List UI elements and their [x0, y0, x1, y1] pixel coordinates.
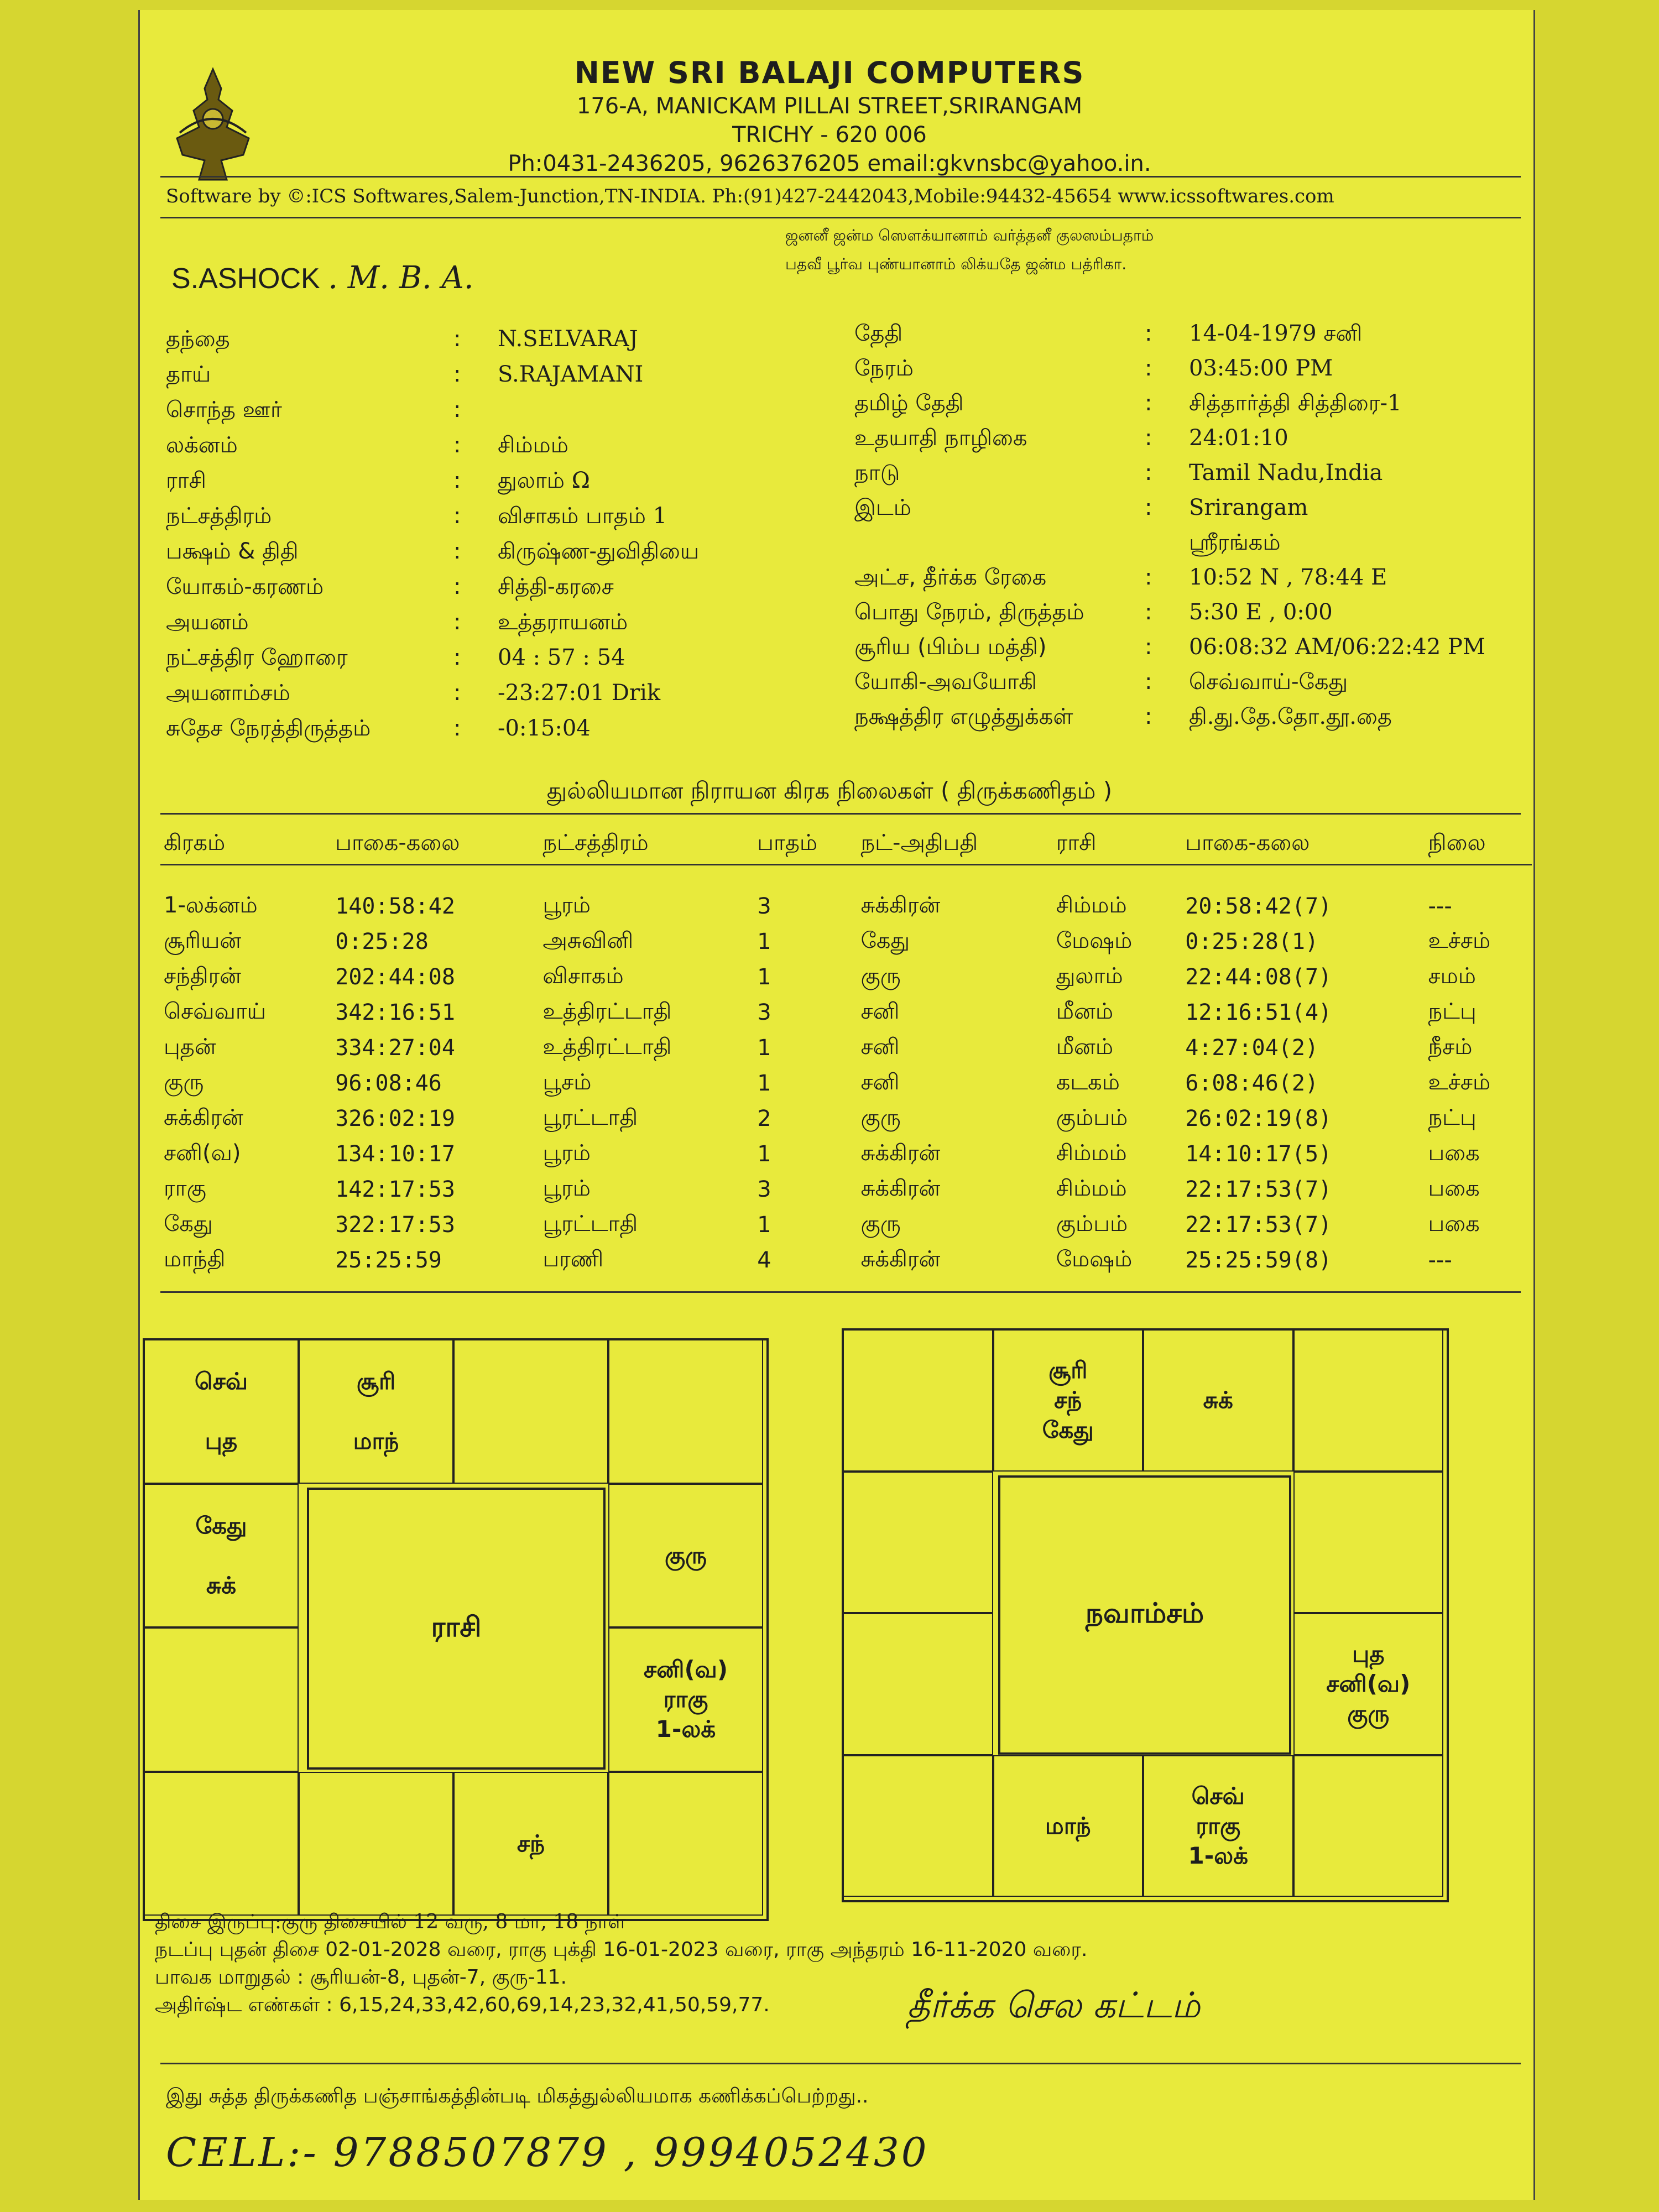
software-credit: Software by ©:ICS Softwares,Salem-Junction,TN-INDIA. Ph:(91)427-2442043,Mobile:94432-45654 www.icssoftwares.com [166, 185, 1334, 207]
navamsa-house-cell [843, 1329, 993, 1472]
table-cell: கேது [860, 927, 910, 953]
table-row [160, 1243, 1532, 1278]
table-cell: சுக்கிரன் [164, 1104, 243, 1130]
table-cell: பூரம் [542, 892, 591, 918]
left-detail-separator: : [453, 362, 461, 387]
column-header: பாகை-கலை [332, 824, 539, 865]
table-cell: 1 [757, 1035, 771, 1061]
table-cell: 3 [757, 894, 771, 919]
right-detail-separator: : [1145, 390, 1152, 416]
table-cell: சூரியன் [164, 927, 242, 953]
navamsa-house-cell [993, 1755, 1144, 1897]
table-cell: நட்பு [1428, 998, 1477, 1024]
table-cell: 25:25:59 [335, 1248, 442, 1273]
table-cell: புதன் [164, 1034, 216, 1060]
navamsa-house-cell [1293, 1755, 1444, 1897]
table-cell: 22:17:53(7) [1185, 1212, 1332, 1238]
navamsa-house-cell [843, 1472, 993, 1614]
left-detail-label: ராசி [166, 468, 206, 493]
table-cell: விசாகம் [542, 963, 624, 989]
column-header: நட்சத்திரம் [539, 824, 754, 865]
rasi-house-cell [299, 1772, 453, 1916]
table-row [160, 889, 1532, 924]
handwritten-phone: CELL:- 9788507879 , 9994052430 [166, 2129, 929, 2176]
right-detail-value: 5:30 E , 0:00 [1189, 599, 1333, 625]
right-detail-value: செவ்வாய்-கேது [1189, 669, 1348, 695]
table-cell: 22:17:53(7) [1185, 1177, 1332, 1202]
table-cell: குரு [860, 1104, 901, 1130]
rasi-house-planets: செவ் புத [194, 1368, 248, 1455]
person-degree-handwritten: . M. B. A. [328, 260, 474, 296]
company-city: TRICHY - 620 006 [732, 122, 927, 148]
table-row [160, 924, 1532, 959]
table-cell: --- [1428, 894, 1452, 919]
left-detail-value: சிம்மம் [498, 432, 568, 458]
rasi-house-planets: கேது சுக் [195, 1511, 247, 1599]
right-detail-value: தி.து.தே.தோ.தூ.தை [1189, 704, 1392, 729]
left-detail-label: அயனம் [166, 609, 249, 635]
left-detail-separator: : [453, 609, 461, 635]
table-cell: சிம்மம் [1056, 892, 1127, 918]
left-detail-label: லக்னம் [166, 432, 238, 458]
table-cell: 1 [757, 964, 771, 990]
table-cell: பூசம் [542, 1069, 592, 1095]
table-cell: சமம் [1428, 963, 1476, 989]
left-detail-separator: : [453, 680, 461, 706]
table-cell: சனி(வ) [164, 1140, 241, 1166]
table-cell: சனி [860, 998, 900, 1024]
table-cell: 6:08:46(2) [1185, 1071, 1319, 1096]
navamsa-house-cell [843, 1613, 993, 1755]
table-cell: பூரட்டாதி [542, 1104, 638, 1130]
company-contact: Ph:0431-2436205, 9626376205 email:gkvnsbc@yahoo.in. [508, 151, 1151, 176]
navamsa-house-planets: புத சனி(வ) குரு [1326, 1640, 1411, 1728]
table-cell: அசுவினி [542, 927, 634, 953]
current-dasa: நடப்பு புதன் திசை 02-01-2028 வரை, ராகு புக்தி 16-01-2023 வரை, ராகு அந்தரம் 16-11-2020 வரை. [155, 1938, 1088, 1961]
table-cell: 1-லக்னம் [164, 892, 258, 918]
column-header: நிலை [1425, 824, 1532, 865]
left-detail-label: யோகம்-கரணம் [166, 574, 324, 599]
right-detail-value: சித்தார்த்தி சித்திரை-1 [1189, 390, 1402, 416]
right-detail-separator: : [1145, 425, 1152, 451]
rasi-house-cell [144, 1339, 299, 1484]
blessing-verse [785, 221, 1154, 279]
table-cell: பகை [1428, 1175, 1480, 1201]
right-detail-label: இடம் [854, 495, 911, 520]
right-detail-separator: : [1145, 669, 1152, 695]
navamsa-house-cell [843, 1755, 993, 1897]
right-detail-separator: : [1145, 460, 1152, 486]
right-detail-label: தேதி [854, 321, 903, 346]
right-detail-label: சூரிய (பிம்ப மத்தி) [854, 634, 1047, 660]
left-detail-value: விசாகம் பாதம் 1 [498, 503, 667, 529]
table-cell: 0:25:28 [335, 929, 429, 954]
right-detail-separator: : [1145, 704, 1152, 729]
left-detail-label: நட்சத்திர ஹோரை [166, 645, 348, 670]
table-row [160, 959, 1532, 995]
left-detail-label: சுதேச நேரத்திருத்தம் [166, 716, 371, 741]
rasi-house-cell [144, 1772, 299, 1916]
left-detail-separator: : [453, 326, 461, 352]
table-row [160, 1066, 1532, 1101]
table-cell: 322:17:53 [335, 1212, 455, 1238]
left-detail-value: S.RAJAMANI [498, 362, 644, 387]
table-cell: 1 [757, 1071, 771, 1096]
table-cell: உச்சம் [1428, 1069, 1491, 1095]
left-detail-separator: : [453, 716, 461, 741]
person-name [171, 260, 474, 296]
rasi-house-cell [608, 1484, 763, 1628]
table-cell: 140:58:42 [335, 894, 455, 919]
table-cell: கும்பம் [1056, 1211, 1128, 1237]
table-cell: சந்திரன் [164, 963, 242, 989]
disclaimer: இது சுத்த திருக்கணித பஞ்சாங்கத்தின்படி மிகத்துல்லியமாக கணிக்கப்பெற்றது.. [166, 2085, 869, 2107]
left-detail-separator: : [453, 397, 461, 422]
dasa-balance: திசை இருப்பு:குரு திசையில் 12 வரு, 8 மா, 18 நாள் [155, 1911, 626, 1933]
left-detail-separator: : [453, 503, 461, 529]
right-detail-label: பொது நேரம், திருத்தம் [854, 599, 1084, 625]
table-cell: கேது [164, 1211, 213, 1237]
table-cell: சுக்கிரன் [860, 1140, 941, 1166]
table-cell: பகை [1428, 1140, 1480, 1166]
rasi-house-cell [608, 1627, 763, 1772]
table-cell: 20:58:42(7) [1185, 894, 1332, 919]
handwritten-note: தீர்க்க செல கட்டம் [907, 1985, 1201, 2026]
header-divider [160, 176, 1521, 178]
table-cell: சிம்மம் [1056, 1175, 1127, 1201]
table-cell: 2 [757, 1106, 771, 1131]
navamsa-house-planets: சுக் [1203, 1386, 1233, 1414]
table-cell: குரு [860, 963, 901, 989]
person-name-text: S.ASHOCK [171, 263, 320, 295]
column-header: பாதம் [754, 824, 857, 865]
right-detail-separator: : [1145, 599, 1152, 625]
table-cell: ராகு [164, 1175, 206, 1201]
left-detail-value: -23:27:01 Drik [498, 680, 661, 706]
left-detail-label: சொந்த ஊர் [166, 397, 282, 422]
table-cell: நீசம் [1428, 1034, 1473, 1060]
right-detail-label: தமிழ் தேதி [854, 390, 964, 416]
table-cell: --- [1428, 1248, 1452, 1273]
table-cell: செவ்வாய் [164, 998, 267, 1024]
table-cell: 14:10:17(5) [1185, 1141, 1332, 1167]
company-name: NEW SRI BALAJI COMPUTERS [574, 55, 1085, 90]
right-detail-label: உதயாதி நாழிகை [854, 425, 1027, 451]
lucky-numbers: அதிர்ஷ்ட எண்கள் : 6,15,24,33,42,60,69,14,23,32,41,50,59,77. [155, 1994, 770, 2016]
navamsa-house-planets: சூரி சந் கேது [1042, 1357, 1094, 1444]
rasi-house-planets: சந் [517, 1829, 545, 1857]
left-detail-separator: : [453, 539, 461, 564]
deity-logo-icon [166, 66, 260, 182]
table-cell: 22:44:08(7) [1185, 964, 1332, 990]
table-cell: 0:25:28(1) [1185, 929, 1319, 954]
right-detail-label: நாடு [854, 460, 900, 486]
right-detail-label: அட்ச, தீர்க்க ரேகை [854, 565, 1047, 590]
right-detail-value: 10:52 N , 78:44 E [1189, 565, 1387, 590]
table-cell: 4:27:04(2) [1185, 1035, 1319, 1061]
table-cell: குரு [164, 1069, 204, 1095]
navamsa-chart-center: நவாம்சம் [998, 1475, 1291, 1755]
left-detail-label: தாய் [166, 362, 211, 387]
right-detail-value: 14-04-1979 சனி [1189, 321, 1363, 346]
table-cell: 4 [757, 1248, 771, 1273]
bhava-change: பாவக மாறுதல் : சூரியன்-8, புதன்-7, குரு-11. [155, 1966, 567, 1989]
table-row [160, 1101, 1532, 1136]
table-cell: 12:16:51(4) [1185, 1000, 1332, 1025]
table-cell: கும்பம் [1056, 1104, 1128, 1130]
table-cell: குரு [860, 1211, 901, 1237]
navamsa-house-cell [1293, 1613, 1444, 1755]
table-header-row [160, 824, 1532, 865]
table-row [160, 1207, 1532, 1243]
company-header [387, 55, 1272, 176]
left-detail-label: தந்தை [166, 326, 230, 352]
table-cell: 26:02:19(8) [1185, 1106, 1332, 1131]
table-cell: உச்சம் [1428, 927, 1491, 953]
table-cell: சனி [860, 1069, 900, 1095]
navamsa-house-cell [1143, 1329, 1293, 1472]
left-detail-separator: : [453, 574, 461, 599]
right-detail-value: Tamil Nadu,India [1189, 460, 1383, 486]
right-detail-value: 06:08:32 AM/06:22:42 PM [1189, 634, 1485, 660]
table-cell: 342:16:51 [335, 1000, 455, 1025]
table-cell: சுக்கிரன் [860, 1175, 941, 1201]
table-cell: துலாம் [1056, 963, 1123, 989]
navamsa-house-planets: மாந் [1045, 1812, 1091, 1839]
rasi-house-cell [453, 1339, 608, 1484]
company-address: 176-A, MANICKAM PILLAI STREET,SRIRANGAM [576, 93, 1083, 119]
table-cell: மீனம் [1056, 998, 1114, 1024]
software-divider [160, 217, 1521, 218]
rasi-house-planets: குரு [664, 1541, 707, 1569]
table-spacer [160, 865, 1532, 889]
planet-positions-table [160, 824, 1532, 1278]
planet-table-title: துல்லியமான நிராயன கிரக நிலைகள் ( திருக்கணிதம் ) [546, 777, 1113, 804]
table-row [160, 1172, 1532, 1207]
left-detail-value: 04 : 57 : 54 [498, 645, 625, 670]
rasi-house-cell [144, 1627, 299, 1772]
navamsa-house-cell [1293, 1472, 1444, 1614]
right-detail-separator: : [1145, 356, 1152, 381]
table-cell: சுக்கிரன் [860, 892, 941, 918]
table-cell: 3 [757, 1000, 771, 1025]
table-cell: உத்திரட்டாதி [542, 1034, 672, 1060]
table-cell: கடகம் [1056, 1069, 1120, 1095]
table-cell: பகை [1428, 1211, 1480, 1237]
blessing-line: பதவீ பூர்வ புண்யானாம் லிக்யதே ஜன்ம பத்ரிகா. [785, 255, 1127, 273]
table-cell: 202:44:08 [335, 964, 455, 990]
left-detail-separator: : [453, 468, 461, 493]
left-detail-label: நட்சத்திரம் [166, 503, 272, 529]
right-detail-value: 24:01:10 [1189, 425, 1288, 451]
right-detail-separator: : [1145, 321, 1152, 346]
right-detail-label: நேரம் [854, 356, 914, 381]
left-detail-separator: : [453, 645, 461, 670]
left-detail-value: துலாம் Ω [498, 468, 590, 493]
table-cell: மாந்தி [164, 1246, 226, 1272]
table-cell: பூரட்டாதி [542, 1211, 638, 1237]
right-detail-separator: : [1145, 565, 1152, 590]
table-cell: சுக்கிரன் [860, 1246, 941, 1272]
column-header: நட்-அதிபதி [857, 824, 1052, 865]
left-detail-value: கிருஷ்ண-துவிதியை [498, 539, 700, 564]
table-top-divider [160, 813, 1521, 815]
rasi-house-cell [608, 1339, 763, 1484]
left-detail-label: அயனாம்சம் [166, 680, 290, 706]
right-detail-value: 03:45:00 PM [1189, 356, 1333, 381]
table-cell: 1 [757, 1212, 771, 1238]
table-cell: 334:27:04 [335, 1035, 455, 1061]
rasi-house-cell [144, 1484, 299, 1628]
table-cell: நட்பு [1428, 1104, 1477, 1130]
table-bottom-divider [160, 1291, 1521, 1293]
column-header: ராசி [1053, 824, 1182, 865]
table-cell: 3 [757, 1177, 771, 1202]
rasi-chart-center: ராசி [307, 1488, 606, 1770]
table-cell: பூரம் [542, 1140, 591, 1166]
rasi-house-cell [299, 1339, 453, 1484]
blessing-line: ஜனனீ ஜன்ம ஸௌக்யானாம் வர்த்தனீ குலஸம்பதாம் [785, 226, 1154, 244]
navamsa-house-cell [1143, 1755, 1293, 1897]
table-cell: சிம்மம் [1056, 1140, 1127, 1166]
left-detail-value: -0:15:04 [498, 716, 591, 741]
table-cell: 1 [757, 929, 771, 954]
rasi-house-planets: சனி(வ) ராகு 1-லக் [643, 1656, 728, 1743]
rasi-house-cell [608, 1772, 763, 1916]
navamsa-house-planets: செவ் ராகு 1-லக் [1188, 1782, 1248, 1869]
table-cell: மீனம் [1056, 1034, 1114, 1060]
left-detail-separator: : [453, 432, 461, 458]
left-detail-value: உத்தராயனம் [498, 609, 628, 635]
table-cell: பரணி [542, 1246, 604, 1272]
table-row [160, 995, 1532, 1030]
table-cell: 1 [757, 1141, 771, 1167]
navamsa-house-cell [993, 1329, 1144, 1472]
table-cell: சனி [860, 1034, 900, 1060]
right-detail-value: ஸ்ரீரங்கம் [1189, 530, 1281, 555]
right-detail-value: Srirangam [1189, 495, 1308, 520]
table-cell: உத்திரட்டாதி [542, 998, 672, 1024]
column-header: கிரகம் [160, 824, 332, 865]
table-cell: 25:25:59(8) [1185, 1248, 1332, 1273]
column-header: பாகை-கலை [1182, 824, 1425, 865]
table-cell: மேஷம் [1056, 927, 1133, 953]
rasi-house-planets: சூரி மாந் [353, 1368, 399, 1455]
rasi-house-cell [453, 1772, 608, 1916]
left-detail-label: பக்ஷம் & திதி [166, 539, 299, 564]
table-cell: 134:10:17 [335, 1141, 455, 1167]
table-row [160, 1136, 1532, 1172]
footer-divider [160, 2063, 1521, 2064]
table-cell: 96:08:46 [335, 1071, 442, 1096]
table-cell: 326:02:19 [335, 1106, 455, 1131]
left-detail-value: சித்தி-கரசை [498, 574, 614, 599]
table-cell: மேஷம் [1056, 1246, 1133, 1272]
right-detail-label: நக்ஷத்திர எழுத்துக்கள் [854, 704, 1073, 729]
table-cell: பூரம் [542, 1175, 591, 1201]
right-detail-separator: : [1145, 495, 1152, 520]
left-detail-value: N.SELVARAJ [498, 326, 638, 352]
table-cell: 142:17:53 [335, 1177, 455, 1202]
right-detail-separator: : [1145, 634, 1152, 660]
table-row [160, 1030, 1532, 1066]
right-detail-label: யோகி-அவயோகி [854, 669, 1037, 695]
navamsa-house-cell [1293, 1329, 1444, 1472]
